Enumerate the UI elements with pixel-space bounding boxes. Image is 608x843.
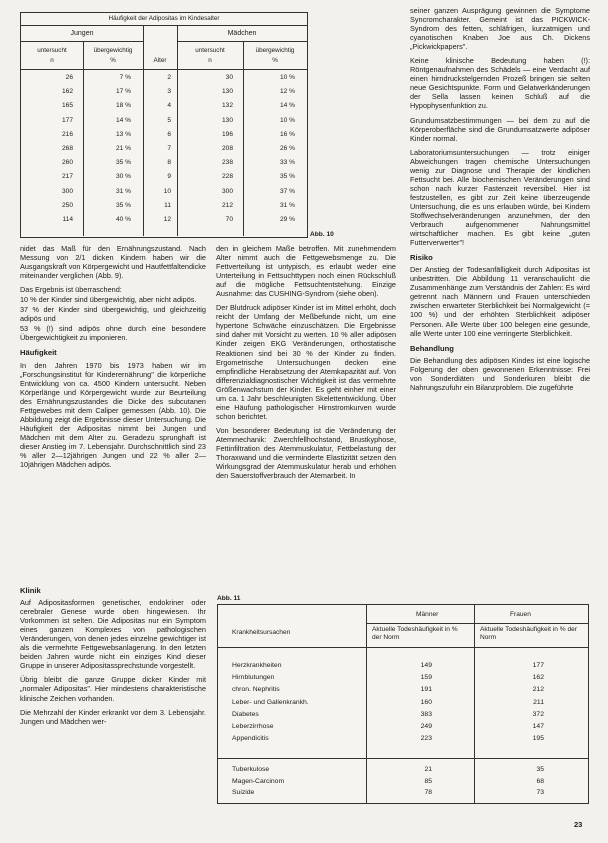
table1-cell: 216	[61, 130, 73, 138]
table1-cell: 18 %	[115, 102, 131, 110]
table1-cell: 31 %	[279, 201, 295, 209]
table1-cell: 26	[65, 74, 73, 81]
table1-col-examined-unit: n	[50, 57, 54, 64]
table1-cell: 35 %	[115, 159, 131, 167]
table1-cell: 30 %	[115, 173, 131, 181]
table1-caption: Abb. 10	[310, 231, 334, 238]
table1-cell: 250	[61, 201, 73, 209]
table2-cause: Appendicitis	[232, 735, 269, 743]
table2-men-value: 21	[424, 766, 432, 773]
table1-cell: 217	[61, 173, 73, 181]
table1-cell: 212	[221, 201, 233, 209]
table2-cause: Diabetes	[232, 710, 259, 718]
obesity-frequency-table	[20, 12, 308, 238]
table1-col-overweight2: übergewichtig	[255, 47, 295, 54]
table1-cell: 8	[167, 159, 171, 167]
table1-cell: 196	[221, 130, 233, 138]
table2-women-value: 211	[533, 698, 544, 706]
table1-cell: 35 %	[279, 173, 295, 181]
paragraph: Der Anstieg der Todesanfälligkeit durch Adipositas ist unbestritten. Die Abbildung 11 veranschaulicht die Zusammenhänge zum Verständnis der Zahlen: Es wird getrennt nach Männern und Frauen unterschieden zwischen erwarteter Sterblichkeit bei Normalgewicht (= 100 %) und der erhöhten Sterblichkeit adipöser Personen. Alle Werte über 100 belegen eine gesunde, alle Werte unter 100 eine verringerte Sterblichkeit.	[410, 265, 590, 338]
table1-cell: 29 %	[279, 216, 295, 223]
table1-cell: 14 %	[115, 116, 131, 124]
table2-men-value: 249	[420, 723, 432, 730]
table1-cell: 130	[221, 88, 233, 96]
table1-cell: 12	[163, 216, 171, 223]
table2-cause: Leber- und Gallenkrankh.	[232, 698, 309, 706]
table2-men-value: 383	[420, 710, 432, 718]
table1-cell: 6	[167, 130, 171, 138]
table2-women-value: 195	[532, 735, 544, 743]
table2-cause: Suizide	[232, 789, 255, 797]
table2-women-value: 372	[532, 710, 544, 718]
table1-cell: 130	[221, 116, 233, 124]
table2-cause: Hirnblutungen	[232, 674, 275, 682]
table2-cause: chron. Nephritis	[232, 686, 280, 694]
table2-men-value: 223	[420, 735, 432, 743]
table1-cell: 268	[61, 145, 73, 152]
table1-cell: 300	[61, 187, 73, 195]
paragraph: nidet das Maß für den Ernährungszustand. Nach Messung von 2/1 dicken Kindern haben wir die Ausgangskraft von Körpergewicht und Hautfettfaltendicke miteinander verglichen (Abb. 9).	[20, 244, 206, 281]
table2-cause: Leberzirrhose	[232, 723, 274, 730]
table1-cell: 31 %	[115, 187, 131, 195]
paragraph: Keine klinische Bedeutung haben (!): Röntgenaufnahmen des Schädels — eine Verdacht auf einen hirndruckstelgernden Prozeß bringen sie selten neue Gesichtspunkte. Form und Gelatwerkänderungen der Sella lassen keinen Schluß auf die Hypophysenfunktion zu.	[410, 56, 590, 111]
table1-cell: 10	[163, 187, 171, 195]
table1-cell: 2	[167, 74, 171, 81]
table1-girls-header: Mädchen	[227, 30, 257, 37]
table2-women-value: 73	[536, 789, 544, 797]
table2-men-value: 85	[424, 777, 432, 785]
paragraph: Das Ergebnis ist überraschend:	[20, 285, 122, 295]
paragraph: Übrig bleibt die ganze Gruppe dicker Kinder mit „normaler Adipositas". Hier mindestens charakteristische klinische Zeichen vorhanden.	[20, 675, 206, 703]
table1-col-examined2: untersucht	[195, 47, 225, 54]
paragraph: Auf Adipositasformen genetischer, endokriner oder cerebraler Genese wurde oben hingewiesen. Ihr Vorkommen ist selten. Die Adipositas nur ein Symptom eines ganzen Komplexes von pathologischen Veränderungen, von denen jedes einzelne gewichtiger ist als die vermehrte Fettgewebsanlagerung. In den letzten beiden Jahren wurde nicht ein einziges Kind dieser Gruppe in unserer Adipositassprechstunde vorgestellt.	[20, 598, 206, 671]
table2-women-value: 147	[532, 723, 544, 730]
table1-cell: 10 %	[279, 74, 295, 81]
table1-cell: 162	[61, 88, 73, 96]
table1-cell: 7	[167, 145, 171, 152]
table1-cell: 228	[221, 173, 233, 181]
paragraph: seiner ganzen Ausprägung gewinnen die Symptome Syncromcharakter. Gemeint ist das PICKWICK-Syndrom des fetten, schläfrigen, kurzatmigen und cyanotischen Knaben Joe aus Ch. Dickens „Pickwickpapers".	[410, 6, 590, 52]
table1-cell: 11	[164, 201, 171, 209]
column-2	[216, 244, 396, 594]
table2-cause: Tuberkulose	[232, 766, 270, 773]
table2-men-value: 160	[420, 698, 432, 706]
table1-col-examined: untersucht	[37, 47, 67, 54]
table2-women-value: 35	[536, 766, 544, 773]
table2-col-women-sub: Aktuelle Todeshäufigkeit in % der Norm	[480, 626, 578, 641]
column-1-bottom	[20, 586, 206, 831]
paragraph: 10 % der Kinder sind übergewichtig, aber nicht adipös.	[20, 295, 197, 305]
table1-col-overweight-unit: %	[110, 57, 116, 64]
table2-men-value: 159	[420, 674, 432, 682]
table1-cell: 114	[62, 216, 73, 223]
table1-cell: 26 %	[279, 145, 295, 152]
table2-women-value: 68	[536, 777, 544, 785]
table2-women-header: Frauen	[510, 611, 531, 618]
table2-caption: Abb. 11	[217, 595, 241, 602]
heading-behandlung: Behandlung	[410, 343, 454, 353]
table1-col-examined2-unit: n	[208, 57, 212, 64]
paragraph: 37 % der Kinder sind übergewichtig, und gleichzeitig adipös und	[20, 305, 206, 324]
table1-cell: 208	[221, 145, 233, 152]
table1-cell: 14 %	[279, 102, 295, 110]
table1-cell: 3	[167, 88, 171, 96]
table1-cell: 16 %	[279, 130, 295, 138]
table1-cell: 33 %	[279, 159, 295, 167]
table1-cell: 177	[61, 116, 73, 124]
heading-risiko: Risiko	[410, 253, 433, 263]
paragraph: Grundumsatzbestimmungen — bei dem zu auf die Körperoberfläche sind die Grundumsatzwerte adipöser Kinder normal.	[410, 115, 590, 143]
table1-cell: 70	[225, 216, 233, 223]
table1-cell: 5	[167, 116, 171, 124]
table2-women-value: 162	[532, 674, 544, 682]
table1-col-overweight: übergewichtig	[93, 47, 133, 54]
table1-cell: 12 %	[279, 88, 295, 96]
table2-cause: Magen-Carcinom	[232, 777, 285, 785]
table2-col-causes: Krankheitsursachen	[232, 629, 291, 636]
column-3	[410, 6, 590, 592]
table1-cell: 30	[225, 74, 233, 81]
paragraph: den in gleichem Maße betroffen. Mit zunehmendem Alter nimmt auch die Fettgewebsmenge zu. Die Fettverteilung ist untypisch, es erlaubt weder eine Unterteilung in Fettsuchttypen noch einen Rückschluß auf die mögliche Fettsuchtentstehung. Einzige Ausnahme: das CUSHING-Syndrom (siehe oben).	[216, 244, 396, 299]
mortality-table	[217, 604, 589, 804]
table1-cell: 21 %	[115, 145, 131, 152]
table1-cell: 37 %	[279, 187, 295, 195]
table1-cell: 35 %	[115, 201, 131, 209]
table1-cell: 13 %	[115, 130, 131, 138]
table1-cell: 9	[167, 173, 171, 181]
table2-women-value: 177	[532, 662, 544, 669]
table2-men-value: 149	[420, 662, 432, 669]
table2-men-header: Männer	[416, 611, 439, 618]
table1-col-age: Alter	[153, 57, 167, 64]
table2-women-value: 212	[532, 686, 544, 694]
table1-cell: 17 %	[115, 88, 131, 96]
table1-cell: 10 %	[279, 116, 295, 124]
table1-title: Häufigkeit der Adipositas im Kindesalter	[108, 15, 220, 22]
paragraph: Der Blutdruck adipöser Kinder ist im Mittel erhöht, doch reicht der Umfang der Meßbefunde nicht, um eine hypertone Schwäche einzuschätzen. Die Ergebnisse sind daher mit Vorsicht zu werten. 10 % aller adipösen Kinder zeigen EKG Veränderungen, orthostatische Reaktionen sind bei 30 % der Kinder zu finden. Ergometrische Untersuchungen decken eine empfindliche Herabsetzung der Atemkapazität auf. Von differenzialdiagnostischer Wichtigkeit ist das vermehrte Größenwachstum der Kinder. Es geht einher mit einer um ca. 1 Jahr beschleunigten Skelettentwicklung. Über eine Häufung pathologischer Hirnstromkurven wurde schon berichtet.	[216, 303, 396, 421]
table1-cell: 40 %	[115, 216, 131, 223]
table2-cause: Herzkrankheiten	[232, 662, 282, 669]
table2-col-men-sub: Aktuelle Todeshäufigkeit in % der Norm	[372, 626, 458, 641]
paragraph: Die Mehrzahl der Kinder erkrankt vor dem 3. Lebensjahr. Jungen und Mädchen wer-	[20, 707, 206, 726]
heading-klinik: Klinik	[20, 586, 41, 595]
table1-cell: 300	[221, 187, 233, 195]
table1-cell: 132	[221, 102, 233, 110]
page-number: 23	[574, 820, 583, 829]
table1-cell: 7 %	[119, 74, 131, 81]
table2-men-value: 78	[424, 789, 432, 797]
paragraph: Laboratoriumsuntersuchungen — trotz einiger Abweichungen tragen chemische Untersuchungen wenig zur Diagnose und Therapie der kindlichen Fettsucht bei. Alle biochemischen Veränderungen sind schon nach kurzer Fastenzeit reversibel. Hier ist festzustellen, es gibt zur Zeit keine überzeugende Untersuchung, die es uns erlauben würde, bei Kindern Stoffwechselveränderungen anzunehmen, der den Verbrauch aufgenommener Nahrungsmittel wirtschaftlicher machen. Es gibt keine „guten Futterverwerter"!	[410, 147, 590, 248]
paragraph: 53 % (!) sind adipös ohne durch eine besondere Übergewichtigkeit zu imponieren.	[20, 324, 206, 343]
table2-men-value: 191	[420, 686, 432, 694]
paragraph: Von besonderer Bedeutung ist die Veränderung der Atemmechanik: Zwerchfellhochstand, Brustkyphose, Fettinfiltration des Atemmuskulatur, Fettbelastung der Thoraxwand und die verminderte Elastizität setzen den Wirkungsgrad der Atemmuskulatur herab und erhöhen den Sauerstoffverbrauch der Atemarbeit. In	[216, 425, 396, 481]
table1-cell: 238	[221, 159, 233, 167]
table1-cell: 4	[167, 102, 171, 110]
column-1	[20, 244, 206, 564]
table1-cell: 165	[61, 102, 73, 110]
table1-boys-header: Jungen	[70, 30, 94, 37]
paragraph: In den Jahren 1970 bis 1973 haben wir im „Forschungsinstitut für Kinderernährung" die körperliche Entwicklung von ca. 4500 Kindern untersucht. Neben Körperlänge und Körpergewicht wurde zur Beurteilung des Ernährungszustandes die Dicke des subcutanen Fettgewebes mit dem Caliper gemessen (Abb. 10). Die Abbildung zeigt die Ergebnisse dieser Untersuchung. Die Häufigkeit der Adipositas nimmt bei Jungen und Mädchen mit dem Alter zu. Geradezu sprunghaft ist dieser Anstieg im 7. Lebensjahr. Durchschnittlich sind 23 % aller 2—12jährigen Jungen und 22 % aller 2—10jährigen Mädchen adipös.	[20, 360, 206, 470]
paragraph: Die Behandlung des adipösen Kindes ist eine logische Folgerung der oben gewonnenen Erkenntnisse: Frei von Sonderdiäten und Sonderkuren bleibt die Nahrungszufuhr ein Bilanzproblem. Die zugeführte	[410, 355, 590, 392]
heading-haeufigkeit: Häufigkeit	[20, 348, 57, 358]
table1-col-overweight2-unit: %	[272, 57, 278, 64]
table1-cell: 260	[61, 159, 73, 167]
